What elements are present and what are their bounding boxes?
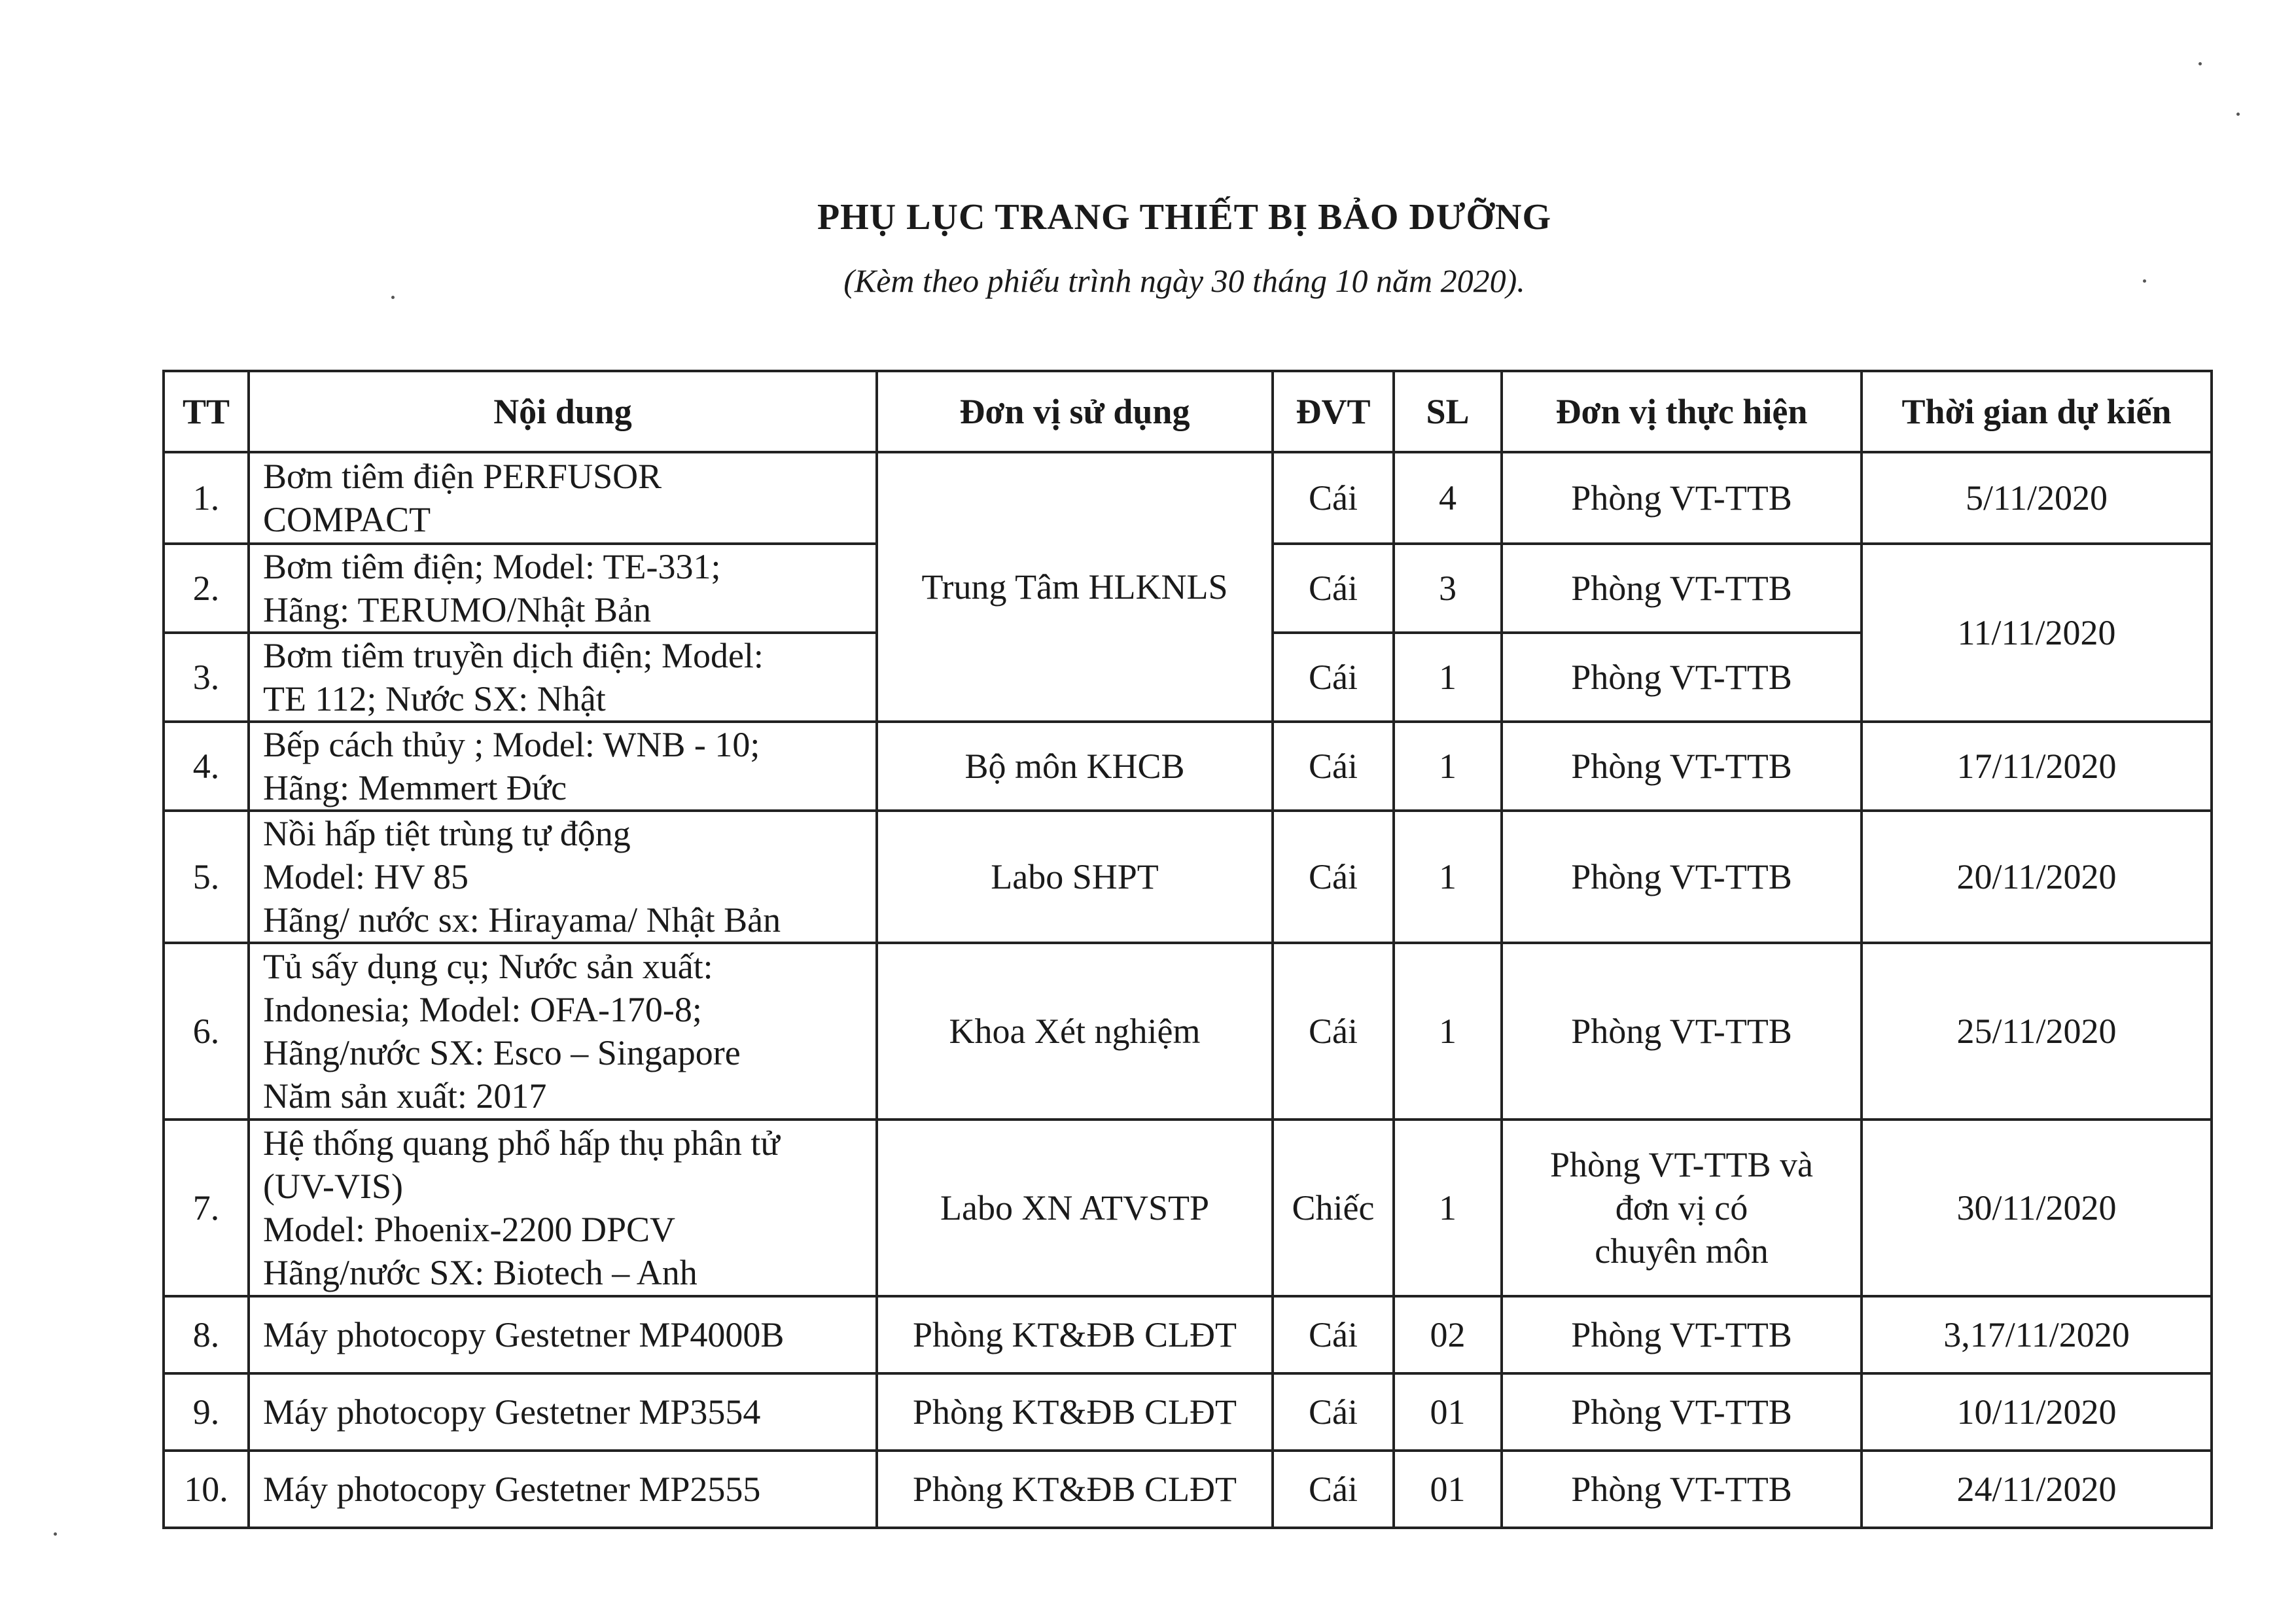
row-number: 2. <box>164 544 249 633</box>
user-unit: Khoa Xét nghiệm <box>877 943 1273 1120</box>
executing-unit: Phòng VT-TTB <box>1502 544 1862 633</box>
equipment-description: Máy photocopy Gestetner MP2555 <box>249 1451 877 1528</box>
maintenance-equipment-table <box>162 370 2213 1529</box>
user-unit: Phòng KT&ĐB CLĐT <box>877 1373 1273 1451</box>
user-unit: Bộ môn KHCB <box>877 722 1273 811</box>
quantity: 4 <box>1394 452 1502 544</box>
scan-speck <box>2199 62 2202 65</box>
table-row <box>164 1120 2212 1296</box>
document-title: PHỤ LỤC TRANG THIẾT BỊ BẢO DƯỠNG <box>817 197 1552 238</box>
executing-unit: Phòng VT-TTB <box>1502 452 1862 544</box>
scan-speck <box>2143 279 2146 283</box>
scheduled-date: 30/11/2020 <box>1862 1120 2212 1296</box>
quantity: 02 <box>1394 1296 1502 1373</box>
equipment-description: Bơm tiêm truyền dịch điện; Model: TE 112; Nước SX: Nhật <box>249 633 877 722</box>
user-unit: Trung Tâm HLKNLS <box>877 452 1273 722</box>
unit-of-measure: Cái <box>1273 722 1394 811</box>
header-unit: ĐVT <box>1273 371 1394 452</box>
scheduled-date: 24/11/2020 <box>1862 1451 2212 1528</box>
row-number: 5. <box>164 811 249 943</box>
user-unit: Phòng KT&ĐB CLĐT <box>877 1296 1273 1373</box>
row-number: 4. <box>164 722 249 811</box>
user-unit: Phòng KT&ĐB CLĐT <box>877 1451 1273 1528</box>
unit-of-measure: Cái <box>1273 811 1394 943</box>
executing-unit: Phòng VT-TTB <box>1502 722 1862 811</box>
executing-unit: Phòng VT-TTB và đơn vị có chuyên môn <box>1502 1120 1862 1296</box>
scheduled-date: 20/11/2020 <box>1862 811 2212 943</box>
row-number: 6. <box>164 943 249 1120</box>
row-number: 10. <box>164 1451 249 1528</box>
quantity: 1 <box>1394 722 1502 811</box>
unit-of-measure: Cái <box>1273 452 1394 544</box>
scan-speck <box>54 1532 57 1536</box>
row-number: 9. <box>164 1373 249 1451</box>
quantity: 1 <box>1394 811 1502 943</box>
row-number: 1. <box>164 452 249 544</box>
table-row <box>164 811 2212 943</box>
scheduled-date: 25/11/2020 <box>1862 943 2212 1120</box>
unit-of-measure: Cái <box>1273 544 1394 633</box>
row-number: 3. <box>164 633 249 722</box>
equipment-description: Tủ sấy dụng cụ; Nước sản xuất: Indonesia; Model: OFA-170-8; Hãng/nước SX: Esco – Singapore Năm sản xuất: 2017 <box>249 943 877 1120</box>
header-executor: Đơn vị thực hiện <box>1502 371 1862 452</box>
table-row <box>164 1373 2212 1451</box>
user-unit: Labo XN ATVSTP <box>877 1120 1273 1296</box>
equipment-description: Hệ thống quang phổ hấp thụ phân tử (UV-VIS) Model: Phoenix-2200 DPCV Hãng/nước SX: Biotech – Anh <box>249 1120 877 1296</box>
unit-of-measure: Chiếc <box>1273 1120 1394 1296</box>
table-header-row <box>164 371 2212 452</box>
equipment-description: Bếp cách thủy ; Model: WNB - 10; Hãng: Memmert Đức <box>249 722 877 811</box>
executing-unit: Phòng VT-TTB <box>1502 633 1862 722</box>
row-number: 7. <box>164 1120 249 1296</box>
quantity: 01 <box>1394 1373 1502 1451</box>
scheduled-date: 17/11/2020 <box>1862 722 2212 811</box>
quantity: 1 <box>1394 943 1502 1120</box>
executing-unit: Phòng VT-TTB <box>1502 1451 1862 1528</box>
header-content: Nội dung <box>249 371 877 452</box>
scheduled-date: 5/11/2020 <box>1862 452 2212 544</box>
scheduled-date: 11/11/2020 <box>1862 544 2212 722</box>
table-row <box>164 722 2212 811</box>
table-row <box>164 943 2212 1120</box>
equipment-description: Máy photocopy Gestetner MP4000B <box>249 1296 877 1373</box>
executing-unit: Phòng VT-TTB <box>1502 943 1862 1120</box>
scheduled-date: 10/11/2020 <box>1862 1373 2212 1451</box>
executing-unit: Phòng VT-TTB <box>1502 1296 1862 1373</box>
table-row <box>164 1296 2212 1373</box>
row-number: 8. <box>164 1296 249 1373</box>
equipment-description: Nồi hấp tiệt trùng tự động Model: HV 85 Hãng/ nước sx: Hirayama/ Nhật Bản <box>249 811 877 943</box>
quantity: 01 <box>1394 1451 1502 1528</box>
header-qty: SL <box>1394 371 1502 452</box>
quantity: 1 <box>1394 1120 1502 1296</box>
header-tt: TT <box>164 371 249 452</box>
table-row <box>164 452 2212 544</box>
header-schedule: Thời gian dự kiến <box>1862 371 2212 452</box>
executing-unit: Phòng VT-TTB <box>1502 811 1862 943</box>
equipment-description: Máy photocopy Gestetner MP3554 <box>249 1373 877 1451</box>
scheduled-date: 3,17/11/2020 <box>1862 1296 2212 1373</box>
quantity: 1 <box>1394 633 1502 722</box>
header-user-unit: Đơn vị sử dụng <box>877 371 1273 452</box>
unit-of-measure: Cái <box>1273 1296 1394 1373</box>
unit-of-measure: Cái <box>1273 633 1394 722</box>
equipment-description: Bơm tiêm điện PERFUSOR COMPACT <box>249 452 877 544</box>
quantity: 3 <box>1394 544 1502 633</box>
scan-speck <box>391 296 395 299</box>
document-subtitle: (Kèm theo phiếu trình ngày 30 tháng 10 năm 2020). <box>843 262 1525 299</box>
unit-of-measure: Cái <box>1273 1451 1394 1528</box>
table-row <box>164 1451 2212 1528</box>
scan-speck <box>2236 113 2240 116</box>
user-unit: Labo SHPT <box>877 811 1273 943</box>
equipment-description: Bơm tiêm điện; Model: TE-331; Hãng: TERUMO/Nhật Bản <box>249 544 877 633</box>
executing-unit: Phòng VT-TTB <box>1502 1373 1862 1451</box>
unit-of-measure: Cái <box>1273 943 1394 1120</box>
unit-of-measure: Cái <box>1273 1373 1394 1451</box>
